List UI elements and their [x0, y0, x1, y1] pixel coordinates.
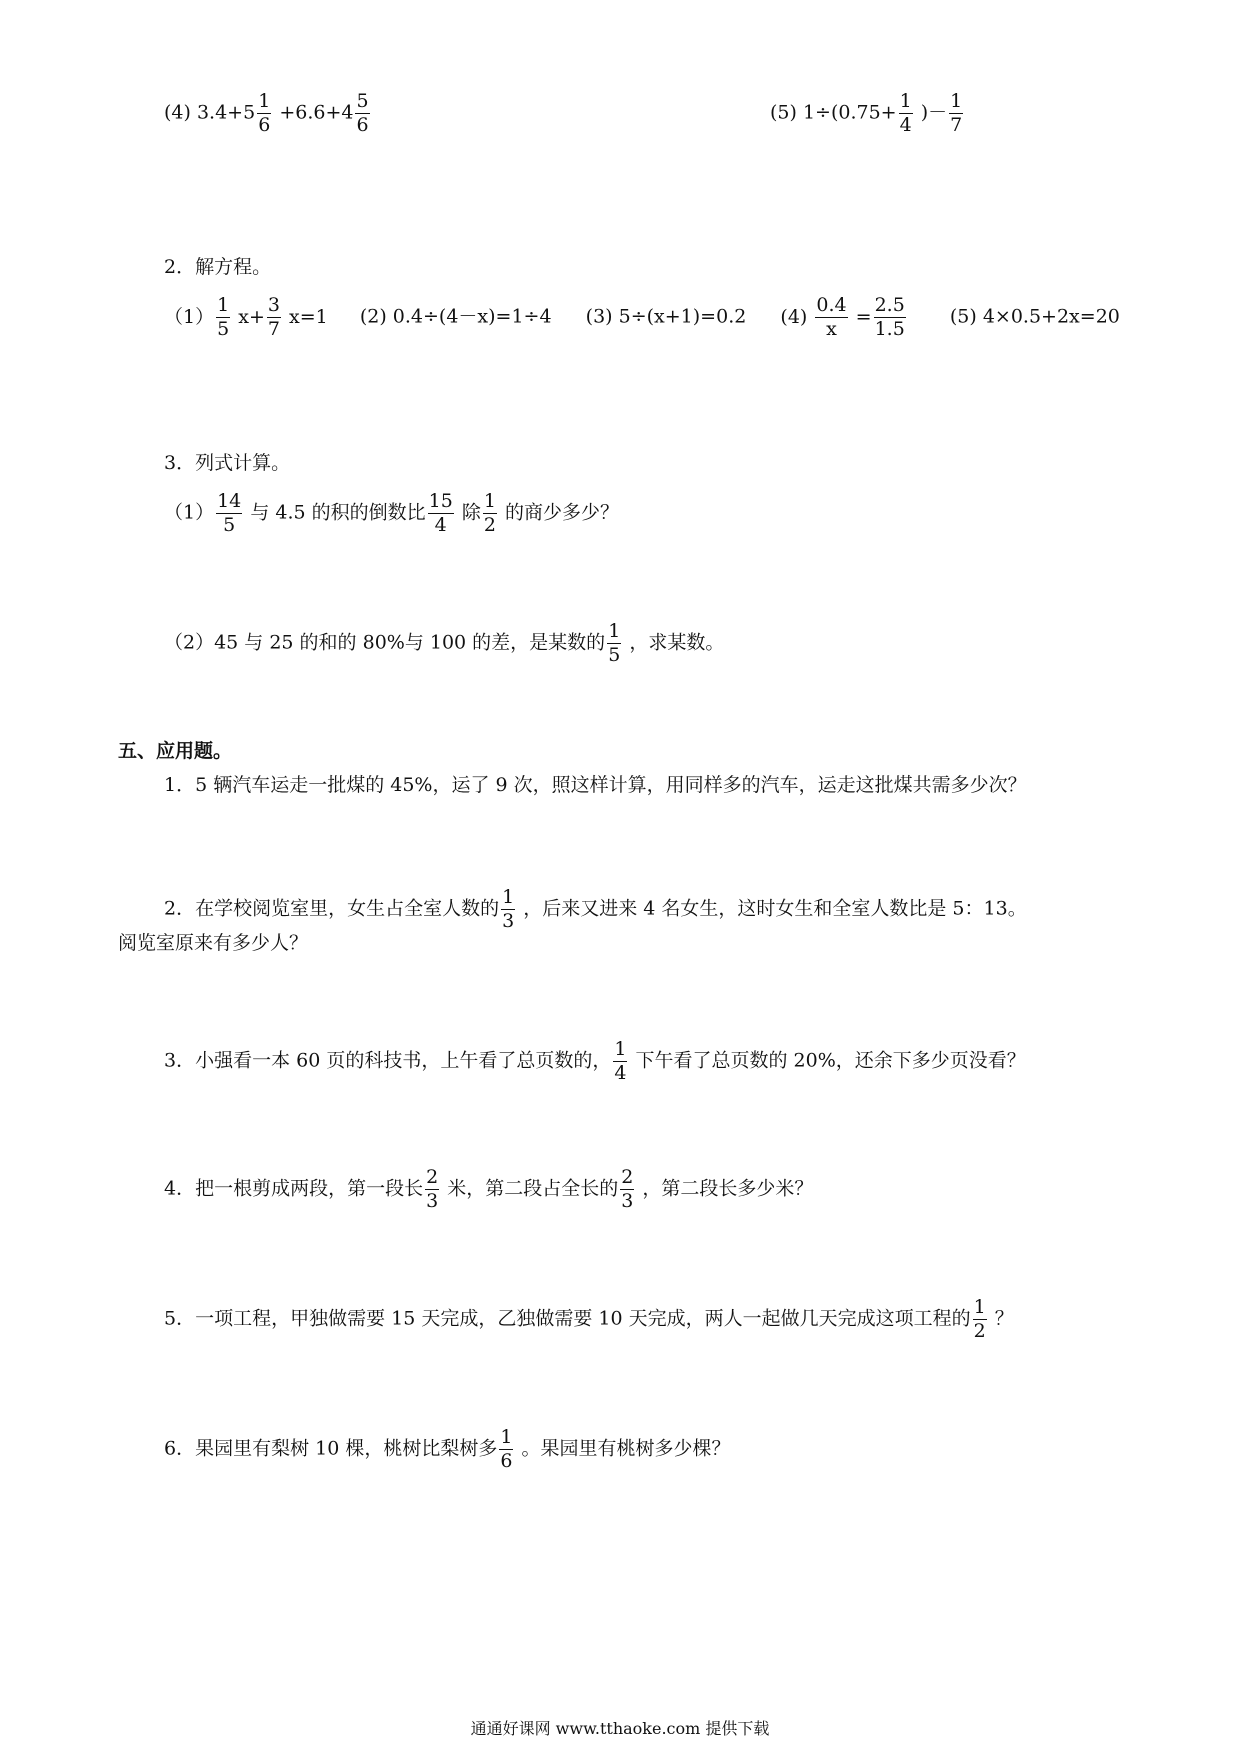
fraction: $\frac{2}{3}$ — [621, 1166, 634, 1212]
equation-2: (2) 0.4÷(4－x)=1÷4 — [359, 305, 552, 328]
fraction: $\frac{1}{7}$ — [950, 90, 963, 136]
page-footer: 通通好课网 www.tthaoke.com 提供下载 — [470, 1719, 770, 1738]
equation-5: (5) 4×0.5+2x=20 — [949, 305, 1120, 328]
fraction: $\frac{1}{5}$ — [608, 620, 621, 666]
fraction: $\frac{1}{2}$ — [973, 1296, 986, 1342]
fraction: $\frac{1}{4}$ — [899, 90, 912, 136]
section-5-title: 五、应用题。 — [118, 740, 233, 762]
fraction: $\frac{2.5}{1.5}$ — [874, 294, 905, 340]
fraction: $\frac{1}{6}$ — [258, 90, 271, 136]
q2-equations — [164, 296, 1120, 339]
fraction: $\frac{2}{3}$ — [426, 1166, 439, 1212]
q2-title: 2．解方程。 — [164, 256, 272, 278]
fraction: $\frac{1}{6}$ — [500, 1426, 513, 1472]
equation-4: (4) $\frac{0.4}{x}$ = $\frac{2.5}{1.5}$ — [780, 294, 905, 340]
fraction: $\frac{14}{5}$ — [217, 490, 242, 536]
application-q2-line2: 阅览室原来有多少人？ — [118, 932, 309, 954]
calc-item-5: (5) 1÷(0.75+ $\frac{1}{4}$ )－ $\frac{1}{7}$ — [770, 90, 963, 136]
calc-item-4: (4) 3.4+5 $\frac{1}{6}$ +6.6+4 $\frac{5}{6}$ — [164, 90, 369, 136]
application-q4: 4．把一根剪成两段，第一段长 $\frac{2}{3}$ 米，第二段占全长的 $\frac{2}{3}$ ，第二段长多少米？ — [164, 1166, 814, 1212]
fraction: $\frac{1}{2}$ — [483, 490, 496, 536]
q3-part-1: （1） $\frac{14}{5}$ 与 4.5 的积的倒数比 $\frac{15}{4}$ 除 $\frac{1}{2}$ 的商少多少？ — [164, 490, 619, 536]
application-q3: 3．小强看一本 60 页的科技书，上午看了总页数的， $\frac{1}{4}$ 下午看了总页数的 20%，还余下多少页没看？ — [164, 1038, 1026, 1084]
application-q2: 2．在学校阅览室里，女生占全室人数的 $\frac{1}{3}$ ，后来又进来 4 名女生，这时女生和全室人数比是 5：13。 — [164, 886, 1027, 932]
equation-3: (3) 5÷(x+1)=0.2 — [585, 305, 747, 328]
fraction: $\frac{0.4}{x}$ — [816, 294, 847, 340]
application-q6: 6．果园里有梨树 10 棵，桃树比梨树多 $\frac{1}{6}$ 。果园里有桃树多少棵？ — [164, 1426, 731, 1472]
fraction: $\frac{1}{3}$ — [502, 886, 515, 932]
fraction: $\frac{1}{5}$ — [217, 294, 230, 340]
fraction: $\frac{5}{6}$ — [356, 90, 369, 136]
fraction: $\frac{1}{4}$ — [614, 1038, 627, 1084]
equation-1: （1） $\frac{1}{5}$ x+ $\frac{3}{7}$ x=1 — [164, 294, 328, 340]
q3-title: 3．列式计算。 — [164, 452, 291, 474]
application-q5: 5．一项工程，甲独做需要 15 天完成，乙独做需要 10 天完成，两人一起做几天完成这项工程的 $\frac{1}{2}$ ？ — [164, 1296, 1014, 1342]
fraction: $\frac{15}{4}$ — [428, 490, 453, 536]
application-q1: 1．5 辆汽车运走一批煤的 45%，运了 9 次，照这样计算，用同样多的汽车，运走这批煤共需多少次？ — [164, 774, 1027, 796]
q3-part-2: （2）45 与 25 的和的 80%与 100 的差，是某数的 $\frac{1}{5}$ ，求某数。 — [164, 620, 725, 666]
fraction: $\frac{3}{7}$ — [267, 294, 280, 340]
